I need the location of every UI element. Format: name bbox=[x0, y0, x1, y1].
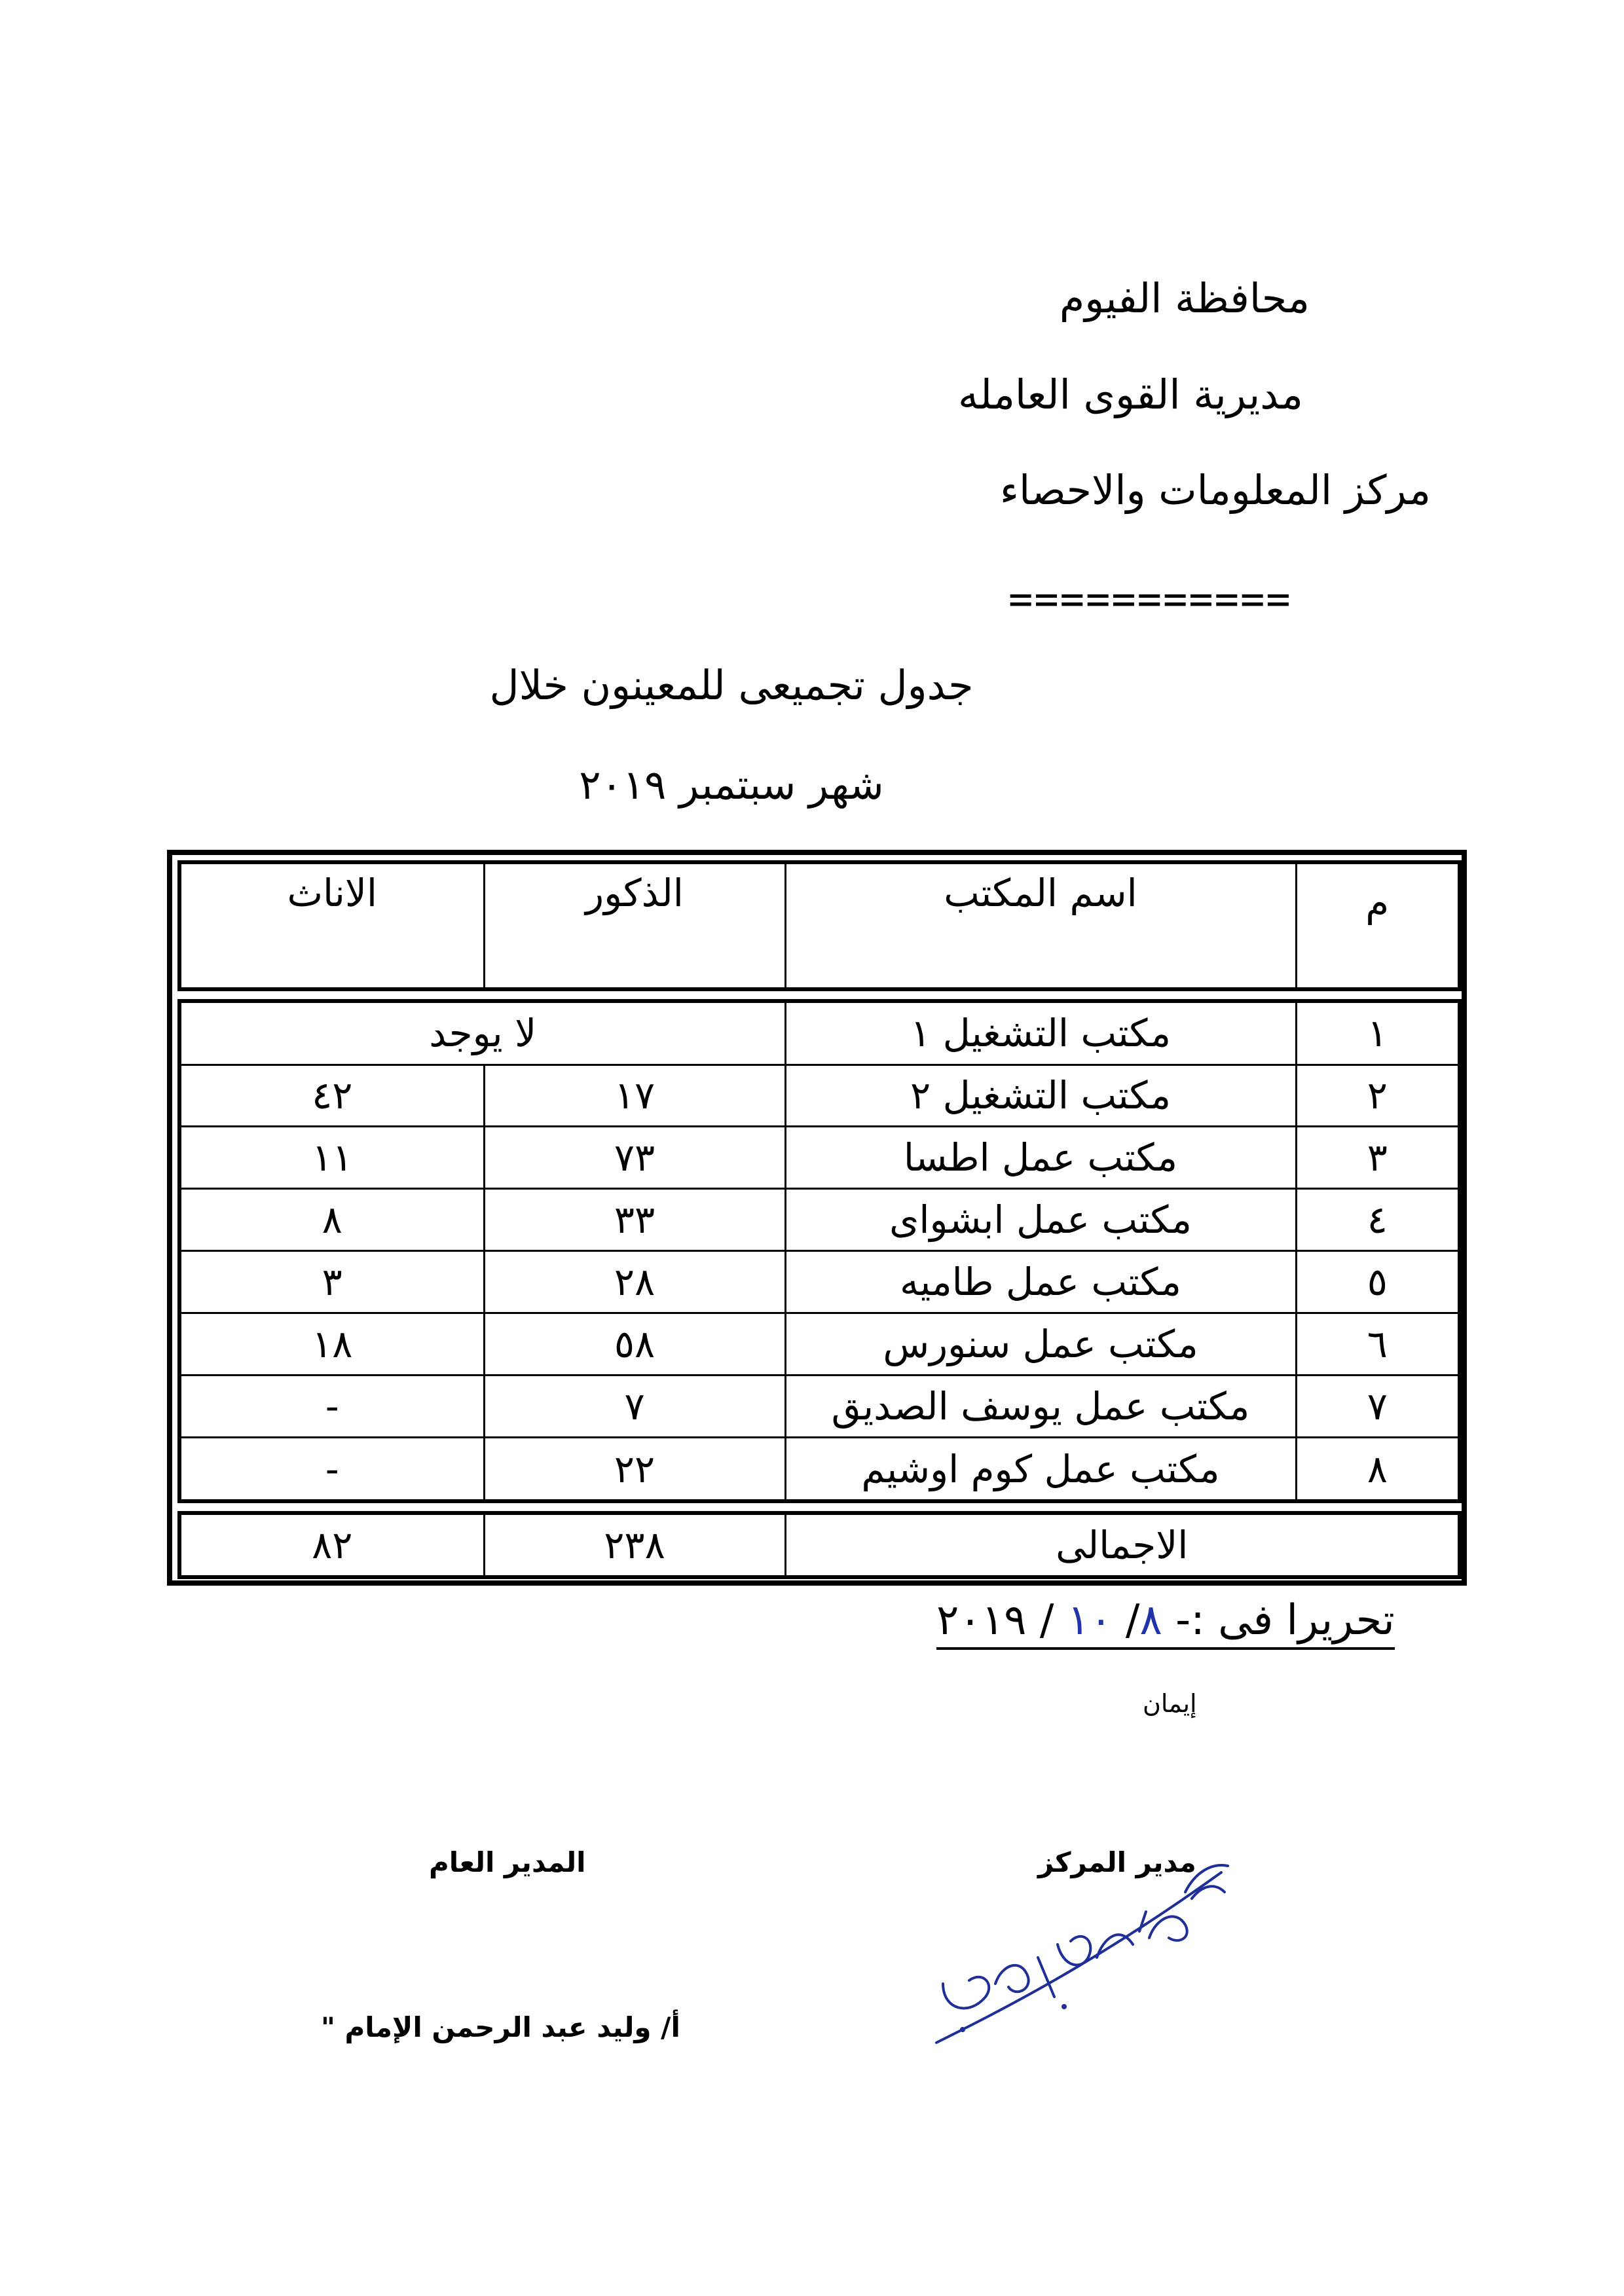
males-count: ٣٣ bbox=[484, 1189, 785, 1251]
date-day: ٨ bbox=[1139, 1596, 1162, 1645]
total-males: ٢٣٨ bbox=[484, 1513, 785, 1577]
table-row bbox=[179, 1376, 1460, 1438]
general-manager-name: أ/ وليد عبد الرحمن الإمام " bbox=[321, 2011, 680, 2043]
females-count: - bbox=[179, 1438, 484, 1501]
females-count: ١١ bbox=[179, 1127, 484, 1189]
office-name: مكتب عمل طاميه bbox=[785, 1251, 1296, 1313]
col-header-males: الذكور bbox=[484, 862, 785, 989]
office-name: مكتب عمل كوم اوشيم bbox=[785, 1438, 1296, 1501]
females-count: ١٨ bbox=[179, 1313, 484, 1376]
typist-name: إيمان bbox=[1143, 1689, 1197, 1718]
center-manager-title: مدير المركز bbox=[1038, 1846, 1196, 1878]
office-name: مكتب التشغيل ١ bbox=[785, 1001, 1296, 1065]
table-row bbox=[179, 1313, 1460, 1376]
table-row bbox=[179, 1438, 1460, 1501]
table-total bbox=[177, 1511, 1462, 1579]
no-data-cell: لا يوجد bbox=[179, 1001, 785, 1065]
table-row bbox=[179, 1065, 1460, 1127]
separator-line: =========== bbox=[1008, 575, 1292, 623]
females-count: ٣ bbox=[179, 1251, 484, 1313]
governorate-name: محافظة الفيوم bbox=[1059, 274, 1310, 322]
table-row bbox=[179, 1251, 1460, 1313]
males-count: ٢٨ bbox=[484, 1251, 785, 1313]
office-name: مكتب عمل ابشواى bbox=[785, 1189, 1296, 1251]
handwritten-signature bbox=[923, 1846, 1238, 2069]
directorate-name: مديرية القوى العامله bbox=[957, 371, 1303, 418]
females-count: ٨ bbox=[179, 1189, 484, 1251]
row-number: ٤ bbox=[1296, 1189, 1460, 1251]
report-month: شهر سبتمبر ٢٠١٩ bbox=[579, 761, 884, 809]
appointments-table bbox=[167, 850, 1467, 1586]
table-row bbox=[179, 1189, 1460, 1251]
table-row bbox=[179, 1127, 1460, 1189]
table-body bbox=[177, 999, 1462, 1503]
office-name: مكتب التشغيل ٢ bbox=[785, 1065, 1296, 1127]
issue-date: تحريرا فى :- ٨/ ١٠ / ٢٠١٩ bbox=[936, 1596, 1395, 1650]
males-count: ٥٨ bbox=[484, 1313, 785, 1376]
col-header-no: م bbox=[1296, 862, 1460, 989]
office-name: مكتب عمل يوسف الصديق bbox=[785, 1376, 1296, 1438]
row-number: ١ bbox=[1296, 1001, 1460, 1065]
col-header-females: الاناث bbox=[179, 862, 484, 989]
row-number: ٢ bbox=[1296, 1065, 1460, 1127]
table-row bbox=[179, 1001, 1460, 1065]
males-count: ١٧ bbox=[484, 1065, 785, 1127]
general-manager-title: المدير العام bbox=[429, 1846, 586, 1878]
office-name: مكتب عمل سنورس bbox=[785, 1313, 1296, 1376]
females-count: ٤٢ bbox=[179, 1065, 484, 1127]
report-title: جدول تجميعى للمعينون خلال bbox=[489, 661, 974, 709]
date-prefix: تحريرا فى :- bbox=[1175, 1596, 1395, 1645]
row-number: ٦ bbox=[1296, 1313, 1460, 1376]
total-females: ٨٢ bbox=[179, 1513, 484, 1577]
row-number: ٨ bbox=[1296, 1438, 1460, 1501]
row-number: ٣ bbox=[1296, 1127, 1460, 1189]
office-name: مكتب عمل اطسا bbox=[785, 1127, 1296, 1189]
total-label: الاجمالى bbox=[785, 1513, 1460, 1577]
row-number: ٥ bbox=[1296, 1251, 1460, 1313]
males-count: ٢٢ bbox=[484, 1438, 785, 1501]
date-month: ١٠ bbox=[1067, 1596, 1113, 1645]
row-number: ٧ bbox=[1296, 1376, 1460, 1438]
col-header-office: اسم المكتب bbox=[785, 862, 1296, 989]
center-name: مركز المعلومات والاحصاء bbox=[999, 466, 1431, 514]
table-header bbox=[177, 860, 1462, 991]
females-count: - bbox=[179, 1376, 484, 1438]
date-year: ٢٠١٩ bbox=[936, 1596, 1027, 1645]
males-count: ٧٣ bbox=[484, 1127, 785, 1189]
males-count: ٧ bbox=[484, 1376, 785, 1438]
